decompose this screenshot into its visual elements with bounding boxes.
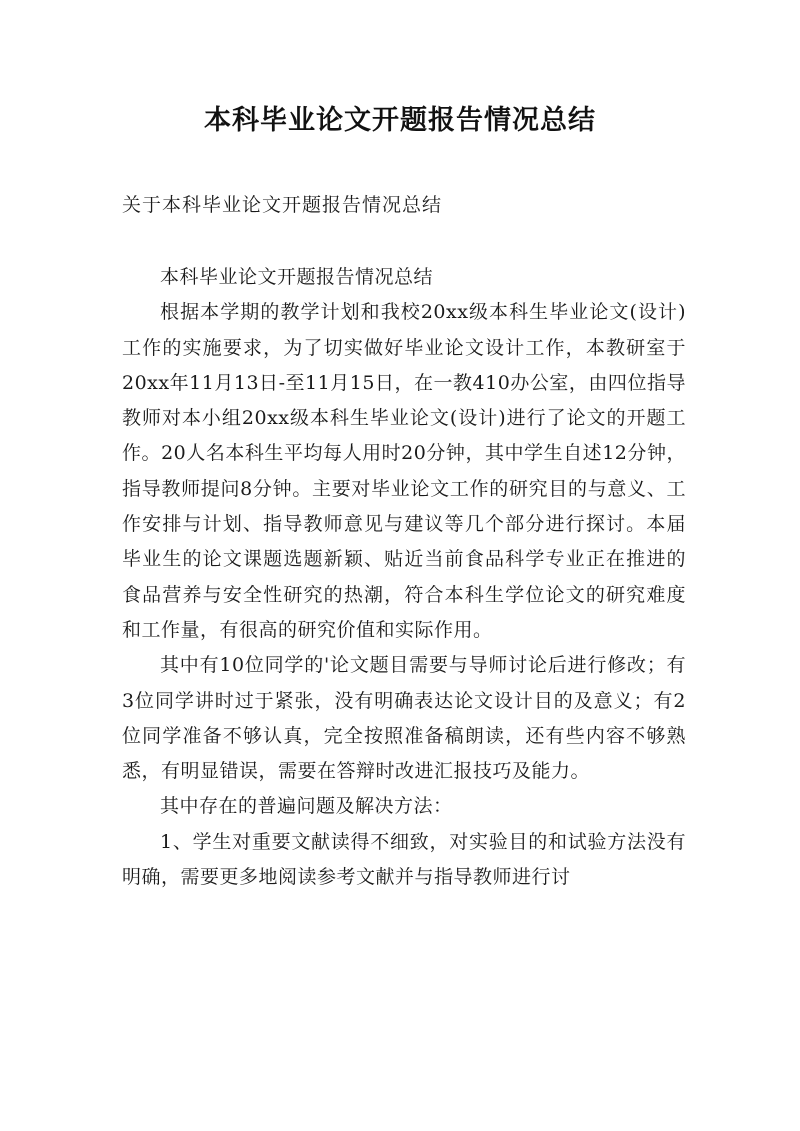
paragraph-heading: 本科毕业论文开题报告情况总结 <box>160 266 434 288</box>
document-title: 本科毕业论文开题报告情况总结 <box>204 105 596 136</box>
paragraph-item-1: 1、学生对重要文献读得不细致，对实验目的和试验方法没有明确，需要更多地阅读参考文献并与指导教师进行讨 <box>122 830 686 889</box>
document-subtitle: 关于本科毕业论文开题报告情况总结 <box>122 194 443 216</box>
paragraph-issues: 其中有10位同学的'论文题目需要与导师讨论后进行修改；有3位同学讲时过于紧张，没有明确表达论文设计目的及意义；有2位同学准备不够认真，完全按照准备稿朗读，还有些内容不够熟悉，有明显错误，需要在答辩时改进汇报技巧及能力。 <box>122 654 686 783</box>
paragraph-problems-heading: 其中存在的普遍问题及解决方法： <box>160 795 453 818</box>
paragraph-overview: 根据本学期的教学计划和我校20xx级本科生毕业论文(设计)工作的实施要求，为了切实做好毕业论文设计工作，本教研室于20xx年11月13日-至11月15日，在一教410办公室，由四位指导教师对本小组20xx级本科生毕业论文(设计)进行了论文的开题工作。20人名本科生平均每人用时20分钟，其中学生自述12分钟，指导教师提问8分钟。主要对毕业论文工作的研究目的与意义、工作安排与计划、指导教师意见与建议等几个部分进行探讨。本届毕业生的论文课题选题新颖、贴近当前食品科学专业正在推进的食品营养与安全性研究的热潮，符合本科生学位论文的研究难度和工作量，有很高的研究价值和实际作用。 <box>122 301 686 641</box>
document-body <box>122 260 686 895</box>
